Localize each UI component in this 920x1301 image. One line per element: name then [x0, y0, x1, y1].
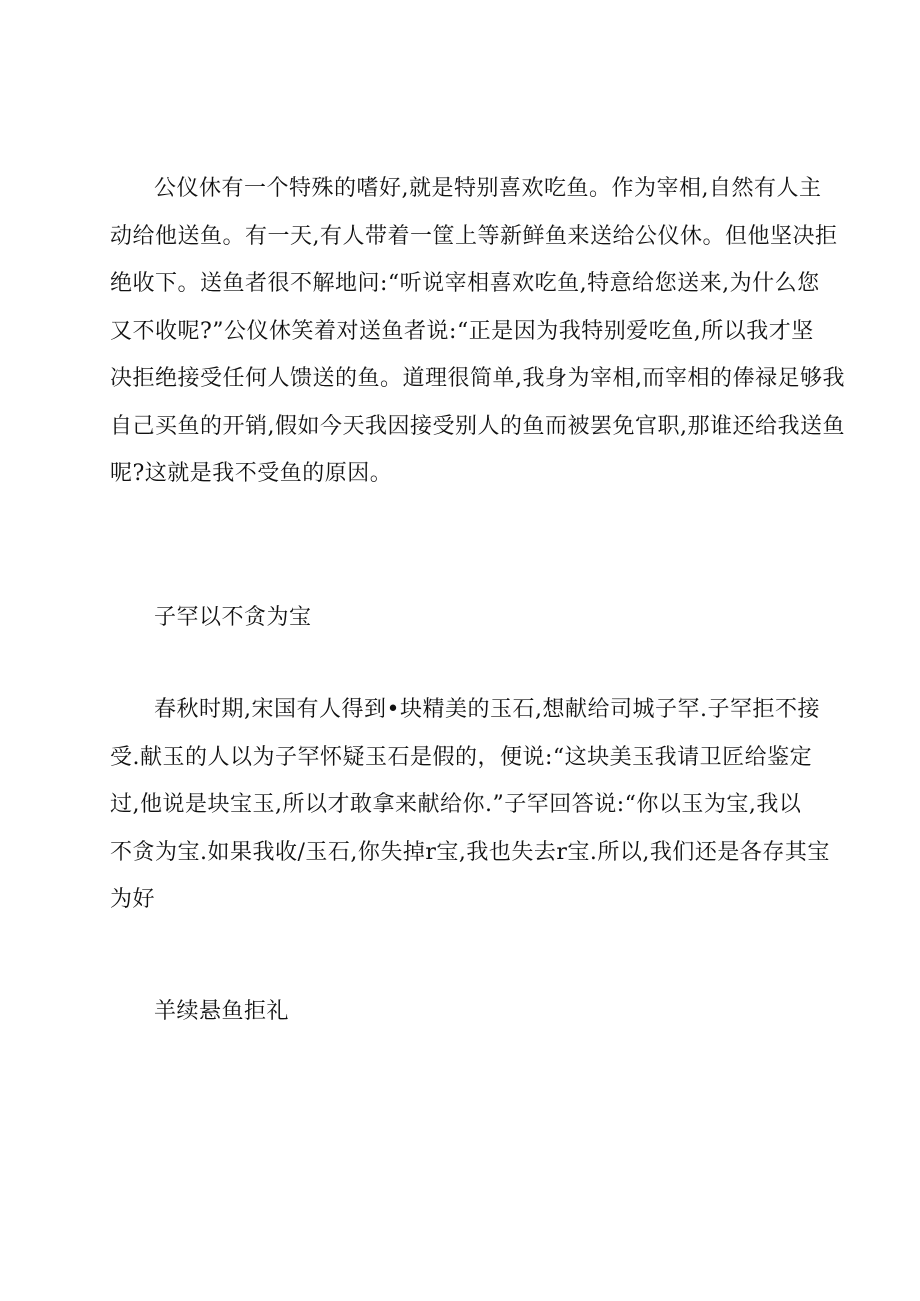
paragraph-line: 自己买鱼的开销,假如今天我因接受别人的鱼而被罢免官职,那谁还给我送鱼 — [110, 413, 845, 439]
paragraph-line: 不贪为宝.如果我收/玉石,你失掉r宝,我也失去r宝.所以,我们还是各存其宝 — [110, 839, 830, 865]
paragraph-line: 受.献玉的人以为子罕怀疑玉石是假的，便说:“这块美玉我请卫匠给鉴定 — [110, 744, 813, 770]
story-zihan-title: 子罕以不贪为宝 — [154, 605, 312, 630]
story-gongyixiu-paragraph — [110, 165, 845, 498]
paragraph-line: 绝收下。送鱼者很不解地问:“听说宰相喜欢吃鱼,特意给您送来,为什么您 — [110, 271, 820, 296]
story-yangxu-title: 羊续悬鱼拒礼 — [154, 999, 290, 1024]
story-zihan-paragraph — [110, 686, 830, 924]
paragraph-line: 为好 — [110, 887, 156, 912]
paragraph-line: 春秋时期,宋国有人得到•块精美的玉石,想献给司城子罕.子罕拒不接 — [154, 697, 820, 722]
paragraph-line: 公仪休有一个特殊的嗜好,就是特别喜欢吃鱼。作为宰相,自然有人主 — [154, 176, 822, 201]
paragraph-line: 动给他送鱼。有一天,有人带着一筐上等新鲜鱼来送给公仪休。但他坚决拒 — [110, 223, 838, 249]
paragraph-line: 呢?这就是我不受鱼的原因。 — [110, 461, 393, 486]
paragraph-line: 又不收呢?”公仪休笑着对送鱼者说:“正是因为我特别爱吃鱼,所以我才坚 — [110, 318, 814, 344]
paragraph-line: 过,他说是块宝玉,所以才敢拿来献给你.”子罕回答说:“你以玉为宝,我以 — [110, 792, 802, 817]
paragraph-line: 决拒绝接受任何人馈送的鱼。道理很简单,我身为宰相,而宰相的俸禄足够我 — [110, 366, 845, 391]
